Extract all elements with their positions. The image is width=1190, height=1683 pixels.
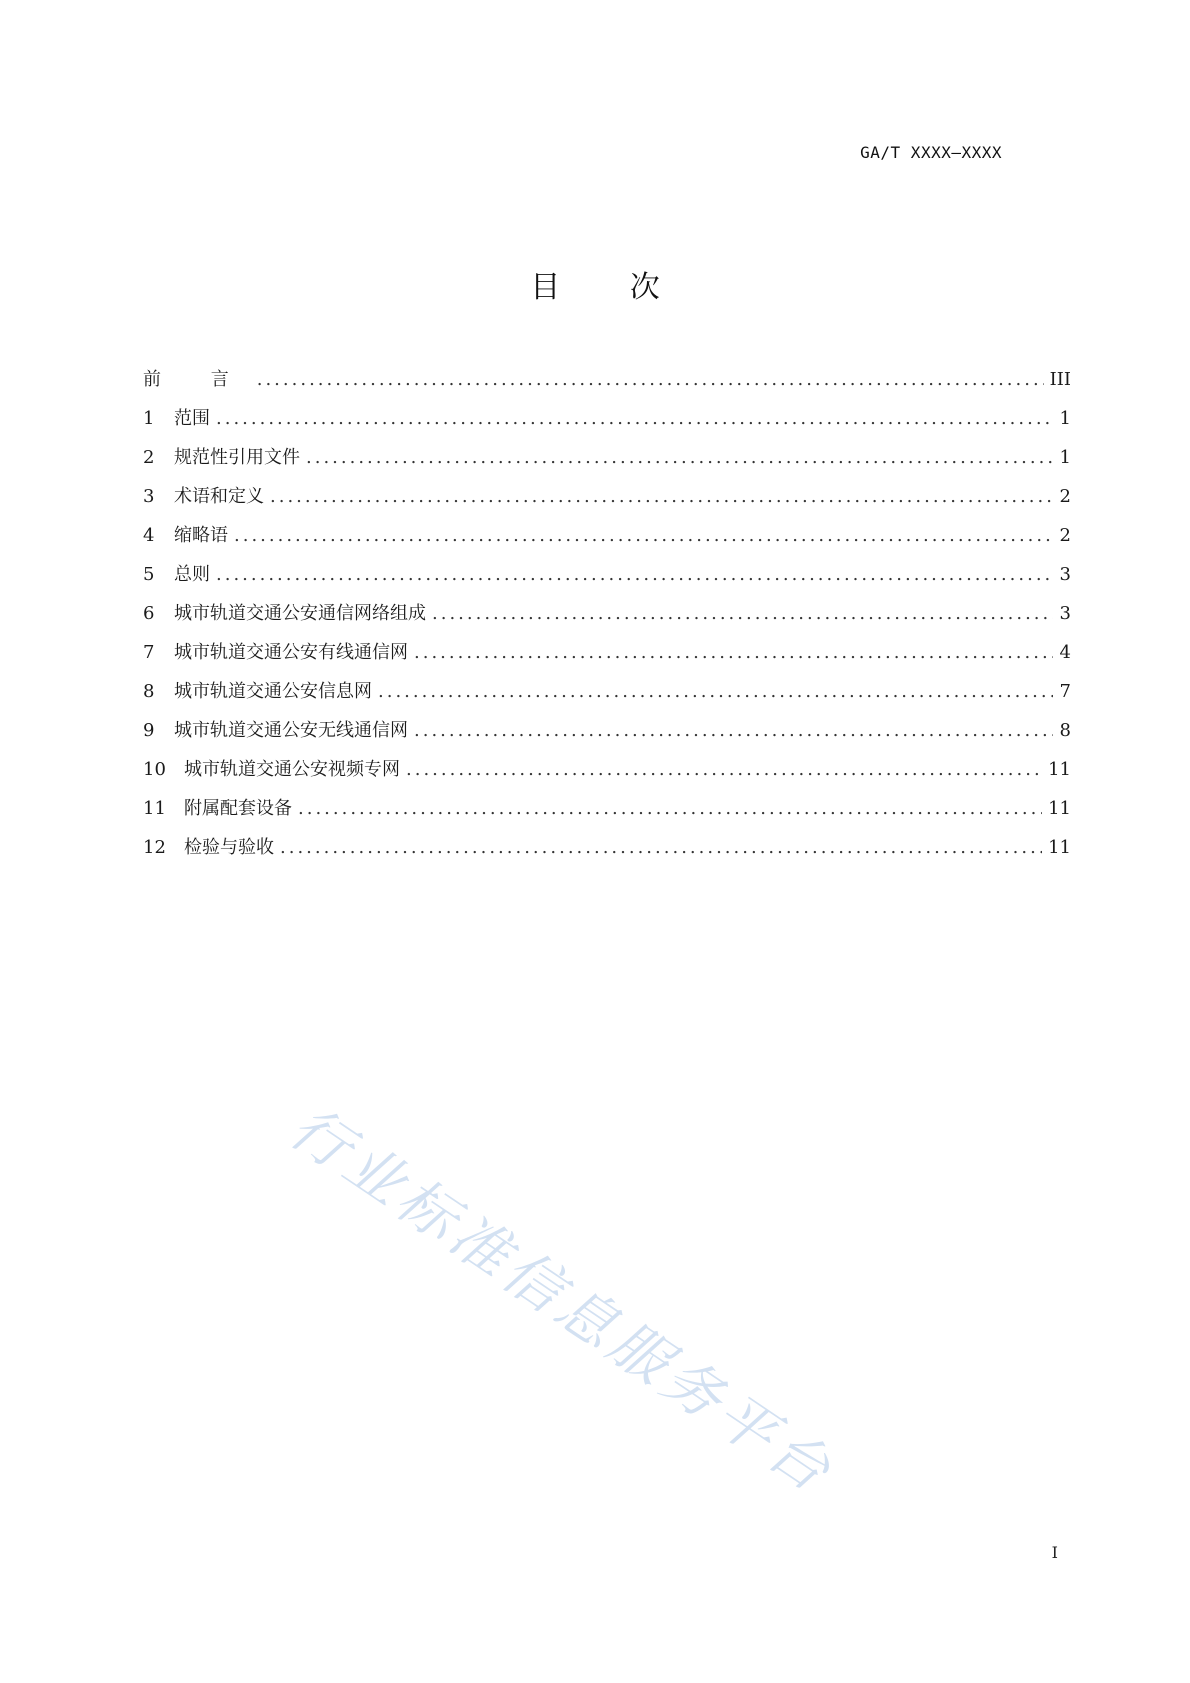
toc-entry-page: 7 xyxy=(1059,681,1071,702)
toc-entry-text: 规范性引用文件 xyxy=(174,447,300,468)
toc-entry-number: 4 xyxy=(143,525,155,546)
toc-entry-page: III xyxy=(1049,369,1071,390)
toc-entry-text: 附属配套设备 xyxy=(184,798,292,819)
toc-entry-number: 10 xyxy=(143,759,166,780)
toc-entry-page: 11 xyxy=(1048,837,1071,858)
toc-entry-text: 城市轨道交通公安无线通信网 xyxy=(174,720,408,741)
toc-entry[interactable] xyxy=(143,789,1071,828)
toc-entry-text: 城市轨道交通公安视频专网 xyxy=(184,759,400,780)
toc-entry-page: 3 xyxy=(1059,564,1071,585)
toc-dot-leader xyxy=(406,750,1042,789)
toc-entry[interactable] xyxy=(143,672,1071,711)
toc-entry-text: 检验与验收 xyxy=(184,837,274,858)
toc-entry[interactable] xyxy=(143,711,1071,750)
toc-entry-foreword[interactable] xyxy=(143,360,1071,399)
toc-entry-page: 4 xyxy=(1059,642,1071,663)
toc-entry[interactable] xyxy=(143,555,1071,594)
toc-entry[interactable] xyxy=(143,594,1071,633)
toc-entry[interactable] xyxy=(143,516,1071,555)
toc-entry-text: 城市轨道交通公安有线通信网 xyxy=(174,642,408,663)
toc-entry[interactable] xyxy=(143,633,1071,672)
toc-dot-leader xyxy=(298,789,1042,828)
toc-dot-leader xyxy=(432,594,1053,633)
toc-entry-page: 11 xyxy=(1048,759,1071,780)
toc-entry-text: 术语和定义 xyxy=(174,486,264,507)
toc-entry-text: 城市轨道交通公安信息网 xyxy=(174,681,372,702)
toc-entry-text: 范围 xyxy=(174,408,210,429)
page-number: I xyxy=(1051,1543,1058,1562)
toc-entry-page: 1 xyxy=(1059,447,1071,468)
toc-entry[interactable] xyxy=(143,438,1071,477)
toc-dot-leader xyxy=(306,438,1053,477)
toc-entry-text: 城市轨道交通公安通信网络组成 xyxy=(174,603,426,624)
toc-dot-leader xyxy=(216,555,1053,594)
toc-entry-page: 3 xyxy=(1059,603,1071,624)
toc-entry-page: 11 xyxy=(1048,798,1071,819)
toc-entry[interactable] xyxy=(143,750,1071,789)
toc-dot-leader xyxy=(378,672,1053,711)
toc-dot-leader xyxy=(257,360,1044,399)
toc-entry[interactable] xyxy=(143,477,1071,516)
toc-entry-number: 1 xyxy=(143,408,155,429)
toc-entry-number: 7 xyxy=(143,642,155,663)
toc-dot-leader xyxy=(280,828,1042,867)
toc-entry-text: 前 言 xyxy=(143,369,251,390)
toc-entry-text: 总则 xyxy=(174,564,210,585)
toc-entry-number: 9 xyxy=(143,720,155,741)
toc-entry-number: 11 xyxy=(143,798,166,819)
toc-entry-text: 缩略语 xyxy=(174,525,228,546)
toc-entry[interactable] xyxy=(143,399,1071,438)
toc-entry-number: 8 xyxy=(143,681,155,702)
toc-entry-number: 6 xyxy=(143,603,155,624)
toc-dot-leader xyxy=(270,477,1053,516)
toc-entry-number: 12 xyxy=(143,837,166,858)
table-of-contents xyxy=(143,360,1071,867)
toc-dot-leader xyxy=(216,399,1053,438)
toc-entry[interactable] xyxy=(143,828,1071,867)
toc-entry-number: 2 xyxy=(143,447,155,468)
toc-entry-number: 5 xyxy=(143,564,155,585)
toc-entry-number: 3 xyxy=(143,486,155,507)
toc-entry-page: 1 xyxy=(1059,408,1071,429)
document-code: GA/T XXXX—XXXX xyxy=(860,143,1002,162)
toc-entry-page: 2 xyxy=(1059,525,1071,546)
toc-dot-leader xyxy=(414,711,1053,750)
watermark: 行业标准信息服务平台 xyxy=(278,1092,847,1508)
toc-entry-page: 8 xyxy=(1059,720,1071,741)
toc-entry-page: 2 xyxy=(1059,486,1071,507)
toc-dot-leader xyxy=(414,633,1053,672)
toc-title: 目 次 xyxy=(530,270,690,305)
toc-dot-leader xyxy=(234,516,1053,555)
